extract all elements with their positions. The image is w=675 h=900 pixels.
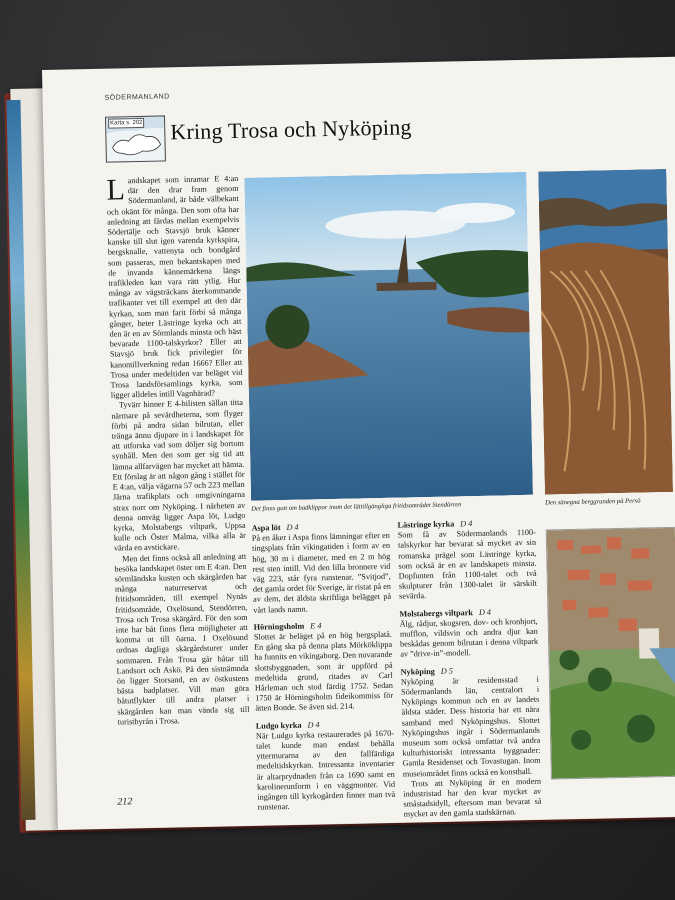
rock-photo [538, 169, 673, 495]
entries-middle-column [252, 521, 396, 820]
page-number: 212 [117, 796, 133, 808]
entry-aspa-lot: Aspa löt D 4 På en åker i Aspa finns lämningar efter en tingsplats från vikingatiden i form av en hög, 30 m i diameter, med en 2 m hög rest sten intill. Vid den lilla bronnere vid väg 223, står fyra runstenar. ”Svitjod”, det gamla ordet för Sverige, är ristat på en av dem, det äldsta skriftliga belägget på vårt lands namn. [251, 522, 392, 615]
drop-cap: L [106, 173, 126, 207]
entry-lastringe-kyrka: Lästringe kyrka D 4 Som få av Södermanlands 1100-talskyrkor har bevarat så mycket av sin romanska prägel som Lästringe kyrka, som också är en av landskapets minsta. Dopfunten från 1100-talet och två skulpturer från 1300-talet är särskilt sevärda. [397, 519, 537, 602]
intro-paragraph-1: Landskapet som inramar E 4:an där den drar fram genom Södermanland, är både välbekant och okänt för många. Den som ofta har anledning att färdas mellan exempelvis Södertälje och Stavsjö bruk känner kanske till slut igen varenda kyrkspira, bergsknalle, vattenyta och bondgård som passeras, men bekantskapen med de invanda kännemärkena längs trafikleden kan vara rätt ytlig. Hur många av vägsträckans återkommande trafikanter vet till exempel att den där kyrkan, som man farit förbi så många gånger, heter Lästringe kyrka och att den är en av Sörmlands minsta och bäst bevarade 1100-talskyrkor? Eller att Stavsjö bruk fick privilegier för kanontillverkning redan 1666? Eller att Trosa under medeltiden var beläget vid Trosa landsförsamlings kyrka, som ligger alldeles intill Vagnhärad? [106, 173, 243, 400]
page-title: Kring Trosa och Nyköping [170, 114, 412, 145]
entries-right-column [398, 518, 542, 828]
lake-photo [244, 172, 533, 501]
intro-column [106, 174, 250, 728]
intro-paragraph-2: Tyvärr hinner E 4-bilisten sällan titta närmare på sevärdheterna, som flyger förbi på andra sidan bilrutan, eller tränga ännu djupare in i landskapet för att utforska vad som döljer sig bortom synhåll. Men den som ger sig tid att lämna allfarvägen har mycket att hämta. Ett förslag är att någon gång i stället för E 4:an, välja vägarna 57 och 223 mellan Järna trafikplats och omgivningarna strax norr om Nyköping. I närheten av denna omväg ligger Aspa löt, Ludgo kyrka, Molstabergs viltpark, Uppsa kulle och Öster Malma, vilka alla är värda en avstickare. [111, 398, 246, 553]
town-aerial-photo [546, 527, 675, 780]
entry-ludgo-kyrka: Ludgo kyrka D 4 När Ludgo kyrka restaurerades på 1670-talet kunde man endast behålla yttermurarna av den fallfärdiga medeltidskyrkan. Intressanta inventarier är altarprydnaden från ca 1690 samt en karolinerunform i en väggmonter. Vid ingången till kyrkogården finner man två runstenar. [255, 719, 396, 812]
map-label: Karta s. 202 [108, 118, 145, 129]
rock-caption: Den sänegna berggrunden på Persö [545, 497, 641, 507]
entry-molstabergs-viltpark: Molstabergs viltpark D 4 Älg, rådjur, skogsren, dov- och kronhjort, mufflon, vildsvin och andra djur kan beskådas genom bilrutan i denna viltpark av ”drive-in”-modell. [399, 607, 539, 660]
intro-paragraph-3: Men det finns också all anledning att besöka landskapet öster om E 4:an. Den sörmländska kusten och skärgården har många naturreservat och fritidsområden, till exempel Nynäs fritidsområde, Oxelösund, Stendörren, Trosa och Trosa skärgård. För den som inte har båt finns flera möjligheter att komma ut till öarna. I Oxelösund ordnas dagliga skärgårdsturer under sommaren. Från Trosa går båtar till Landsort och Askö. På den sistnämnda ön ligger Storsand, en av östkustens bästa badplatser. Vill man göra båtutflykter till andra platser i skärgården kan man vända sig till turistbyrån i Trosa. [114, 551, 250, 727]
book-page [42, 57, 675, 830]
lake-caption: Det finns gott om badklippor inom det lättillgängliga fritidsområdet Stendörren [251, 501, 462, 513]
running-head: SÖDERMANLAND [104, 93, 170, 102]
entry-horningsholm: Hörningsholm E 4 Slottet är beläget på en hög bergsplatå. En gång ska på denna plats Mörköklippa ha funnits en vikingaborg. Den nuvarande slottsbyggnaden, som är uppförd på medeltida grund, ritades av Carl Hårleman och stod färdig 1752. Sedan 1750 är Hörningsholm fideikommiss för ätten Bonde. Se även sid. 214. [253, 621, 394, 714]
entry-nykoping: Nyköping D 5 Nyköping är residensstad i Södermanlands län, centralort i Nyköpings kommun och en av landets äldsta städer. Dess historia har ett nära samband med Nyköpingshus. Slottet Nyköpingshus ingår i Södermanlands museum som också omfattar två andra kulturhistoriskt intressanta byggnader: Gamla Residenset och Tovastugan. Inom museiområdet finns också en konsthall. Trots att Nyköping är en modern industristad har den kvar mycket av småstadsidyll, eftersom man bevarat så mycket av den gamla stadskärnan. [400, 666, 542, 820]
map-thumbnail [105, 115, 166, 162]
